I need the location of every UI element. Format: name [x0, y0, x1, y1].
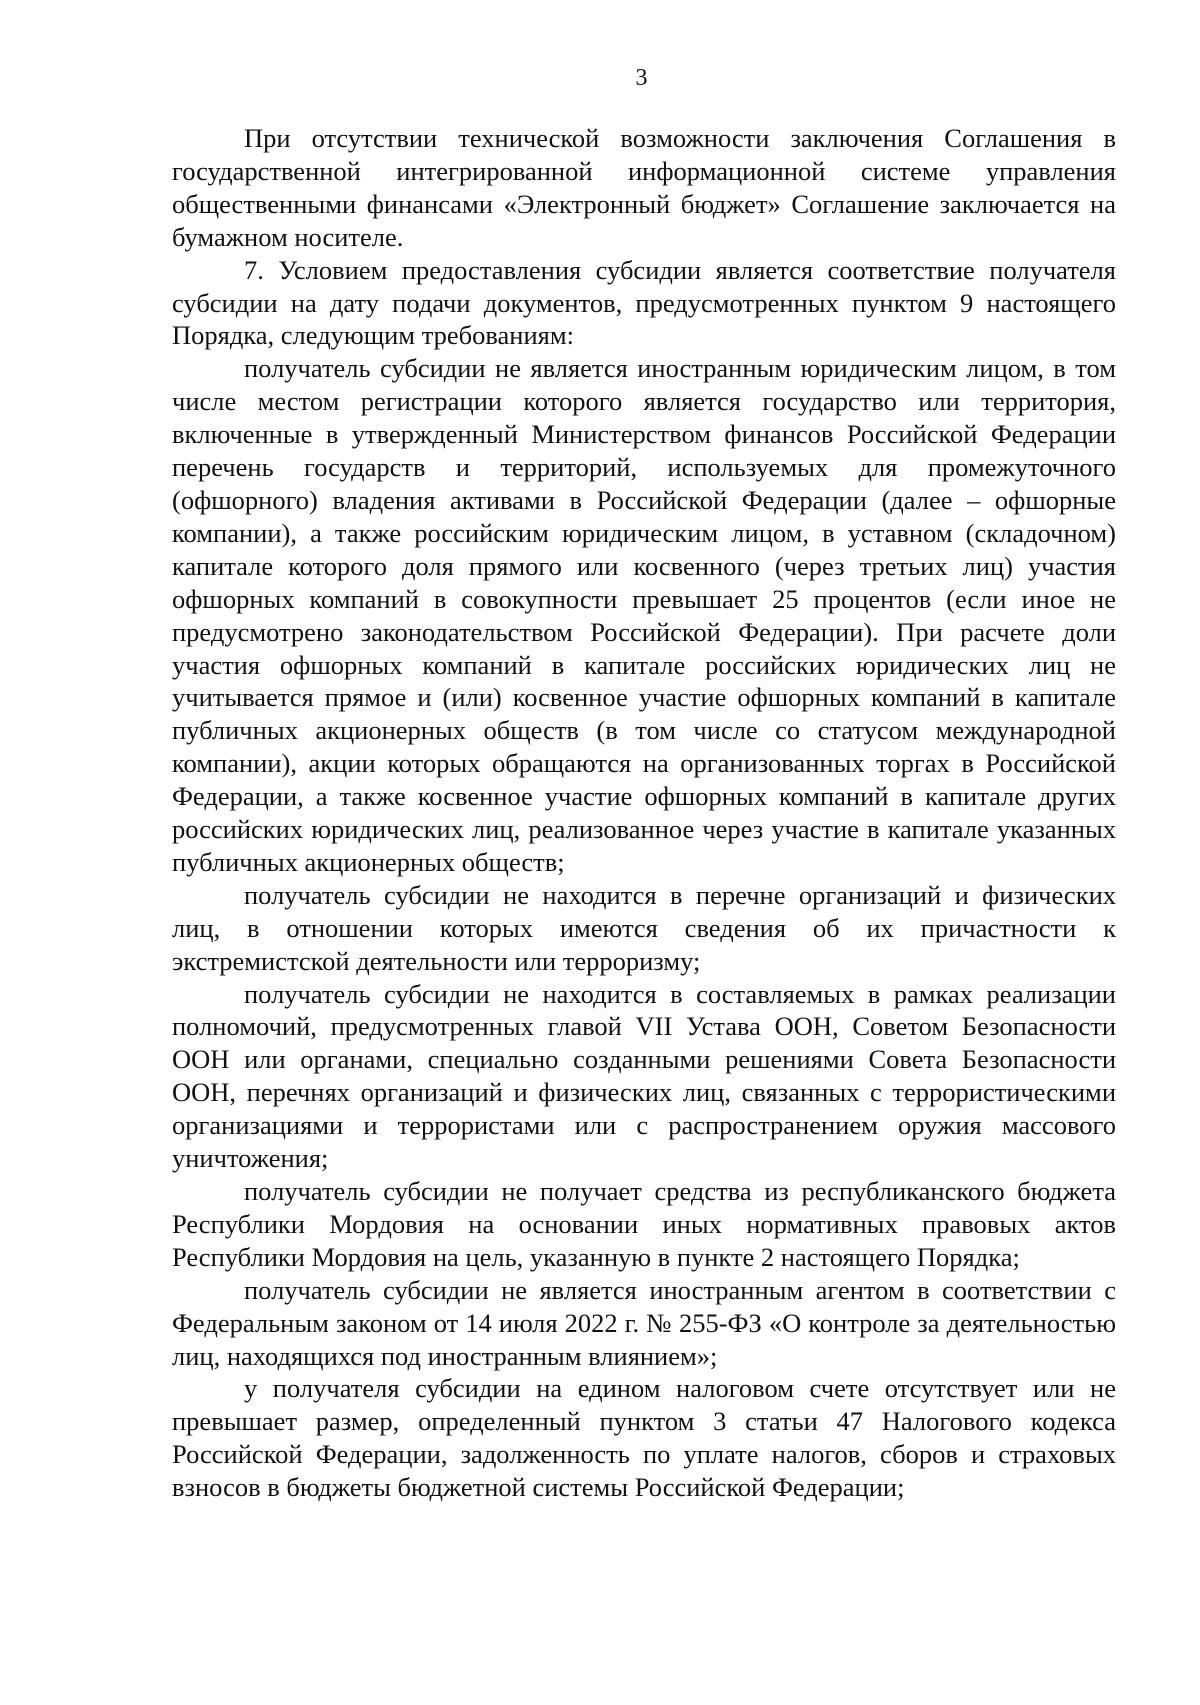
paragraph-electronic-budget: При отсутствии технической возможности заключения Соглашения в государственной интегрированной информационной системе управления общественными финансами «Электронный бюджет» Соглашение заключается на бумажном носителе.	[172, 123, 1116, 252]
paragraph-budget-funds-requirement: получатель субсидии не получает средства из республиканского бюджета Республики Мордовия на основании иных нормативных правовых актов Республики Мордовия на цель, указанную в пункте 2 настоящего Порядка;	[172, 1176, 1116, 1272]
page-number: 3	[635, 65, 648, 91]
paragraph-offshore-requirement: получатель субсидии не является иностранным юридическим лицом, в том числе местом регистрации которого является государство или территория, включенные в утвержденный Министерством финансов Российской Федерации перечень государств и территорий, используемых для промежуточного (офшорного) владения активами в Российской Федерации (далее – офшорные компании), а также российским юридическим лицом, в уставном (складочном) капитале которого доля прямого или косвенного (через третьих лиц) участия офшорных компаний в совокупности превышает 25 процентов (если иное не предусмотрено законодательством Российской Федерации). При расчете доли участия офшорных компаний в капитале российских юридических лиц не учитывается прямое и (или) косвенное участие офшорных компаний в капитале публичных акционерных обществ (в том числе со статусом международной компании), акции которых обращаются на организованных торгах в Российской Федерации, а также косвенное участие офшорных компаний в капитале других российских юридических лиц, реализованное через участие в капитале указанных публичных акционерных обществ;	[172, 353, 1116, 877]
paragraph-item-7: 7. Условием предоставления субсидии является соответствие получателя субсидии на дату подачи документов, предусмотренных пунктом 9 настоящего Порядка, следующим требованиям:	[172, 254, 1116, 351]
paragraph-tax-debt-requirement: у получателя субсидии на едином налоговом счете отсутствует или не превышает размер, определенный пунктом 3 статьи 47 Налогового кодекса Российской Федерации, задолженность по уплате налогов, сборов и страховых взносов в бюджеты бюджетной системы Российской Федерации;	[172, 1373, 1116, 1503]
paragraph-foreign-agent-requirement: получатель субсидии не является иностранным агентом в соответствии с Федеральным законом от 14 июля 2022 г. № 255-ФЗ «О контроле за деятельностью лиц, находящихся под иностранным влиянием»;	[172, 1274, 1116, 1371]
paragraph-extremism-requirement: получатель субсидии не находится в перечне организаций и физических лиц, в отношении которых имеются сведения об их причастности к экстремистской деятельности или терроризму;	[172, 879, 1116, 976]
paragraph-un-lists-requirement: получатель субсидии не находится в составляемых в рамках реализации полномочий, предусмотренных главой VII Устава ООН, Советом Безопасности ООН или органами, специально созданными решениями Совета Безопасности ООН, перечнях организаций и физических лиц, связанных с террористическими организациями и террористами или с распространением оружия массового уничтожения;	[172, 978, 1116, 1174]
document-body	[172, 122, 1116, 1504]
